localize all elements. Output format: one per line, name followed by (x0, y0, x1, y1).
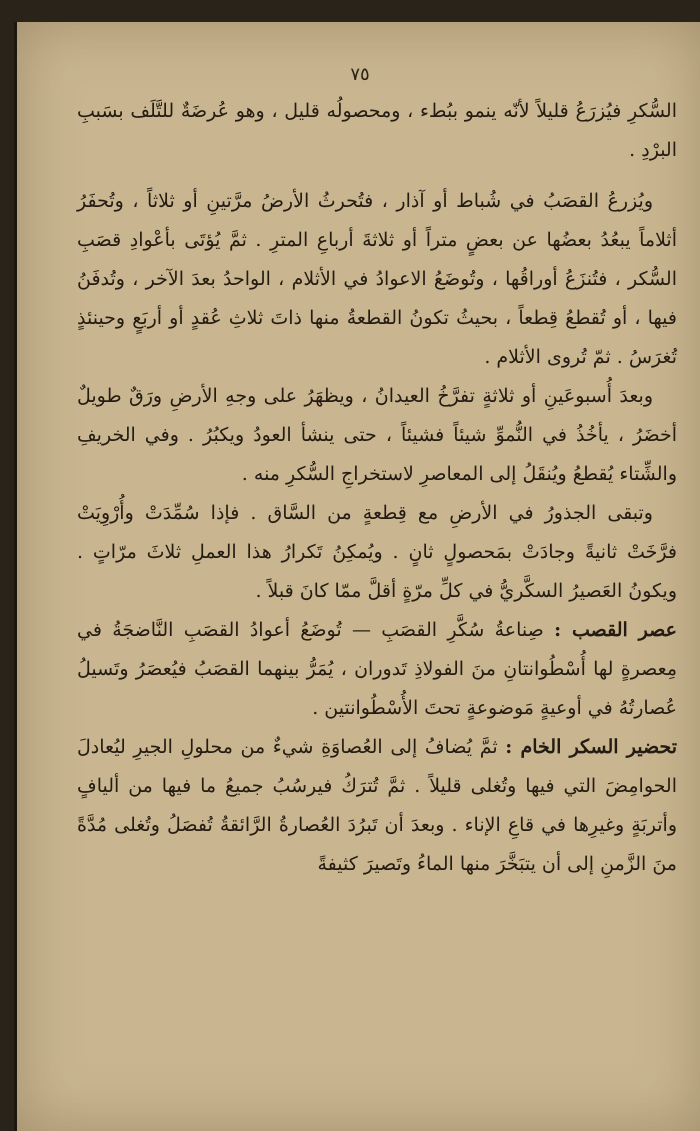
paragraph (77, 611, 677, 728)
book-page (14, 22, 700, 1131)
paragraph: ويُزرعُ القصَبُ في شُباط أو آذار ، فتُحرثُ الأرضُ مرَّتينِ أو ثلاثاً ، وتُحفَرُ أثلاماً يبعُدُ بعضُها عن بعضٍ متراً أو ثلاثةَ أرباعِ المترِ . ثمَّ يُؤتَى بأعْوادِ قصَبِ السُّكر ، فتُنزَعُ أوراقُها ، وتُوضَعُ الاعوادُ في الأثلام ، الواحدُ بعدَ الآخر ، وتُدفَنُ فيها ، أو تُقطعُ قِطعاً ، بحيثُ تكونُ القطعةُ منها ذاتَ ثلاثِ عُقدٍ أو أربَعٍ وحينئذٍ تُغرَسُ . ثمّ تُروى الأثلام . (77, 190, 677, 368)
paragraph (77, 728, 677, 884)
page-text (77, 92, 677, 884)
paragraph-body: ثمَّ يُضافُ إلى العُصاوَةِ شيءٌ من محلولِ الجيرِ ليُعادلَ الحوامِضَ التي فيها وتُغلى قليلاً . ثمَّ تُترَكُ فيرسُبُ جميعُ ما فيها من أليافٍ وأتربَةٍ وغيرِها في قاعِ الإناء . وبعدَ أن تَبرُدَ العُصارةُ الرَّائقةُ تُفصَلُ وتُغلى مُدَّةً منَ الزَّمنِ إلى أن يتبَخَّرَ منها الماءُ وتَصيرَ كثيفةً (77, 736, 677, 875)
section-heading: تحضير السكر الخام : (505, 736, 678, 758)
section-heading: عصر القصب : (554, 619, 677, 641)
page-number: ٧٥ (350, 64, 370, 85)
paragraph: وبعدَ أُسبوعَينِ أو ثلاثةٍ تفرَّخُ العيدانُ ، ويظهَرُ على وجهِ الأرضِ ورَقٌ طويلٌ أخضَرُ ، يأخُذُ في النُّموِّ شيئاً فشيئاً ، حتى ينشأ العودُ ويكبُرُ . وفي الخريفِ والشِّتاء يُقطعُ ويُنقَلُ إلى المعاصرِ لاستخراجِ السُّكرِ منه . (77, 385, 677, 485)
paragraph-body: صِناعةُ سُكَّرِ القصَبِ — تُوضَعُ أعوادُ القصَبِ النَّاضجَةُ في مِعصرةٍ لها أُسْطُوانتانِ منَ الفولاذِ تَدوران ، يُمَرُّ بينهما القصَبُ فيُعصَرُ وتَسيلُ عُصارتُهُ في أوعيةٍ مَوضوعةٍ تحتَ الأُسْطُوانتين . (77, 619, 677, 719)
paragraph: وتبقى الجذورُ في الأرضِ مع قِطعةٍ من السَّاق . فإذا سُمِّدَتْ وأُرْوِيَتْ فرَّخَتْ ثانيةً وجادَتْ بمَحصولٍ ثانٍ . ويُمكِنُ تَكرارُ هذا العملِ ثلاثَ مرّاتٍ . ويكونُ العَصيرُ السكَّريُّ في كلِّ مرّةٍ أقلَّ ممّا كانَ قبلاً . (77, 502, 677, 602)
paragraph: السُّكرِ فيُزرَعُ قليلاً لأنّه ينمو ببُطء ، ومحصولُه قليل ، وهو عُرضَةٌ للتَّلَف بسَببِ البرْدِ . (77, 100, 677, 161)
